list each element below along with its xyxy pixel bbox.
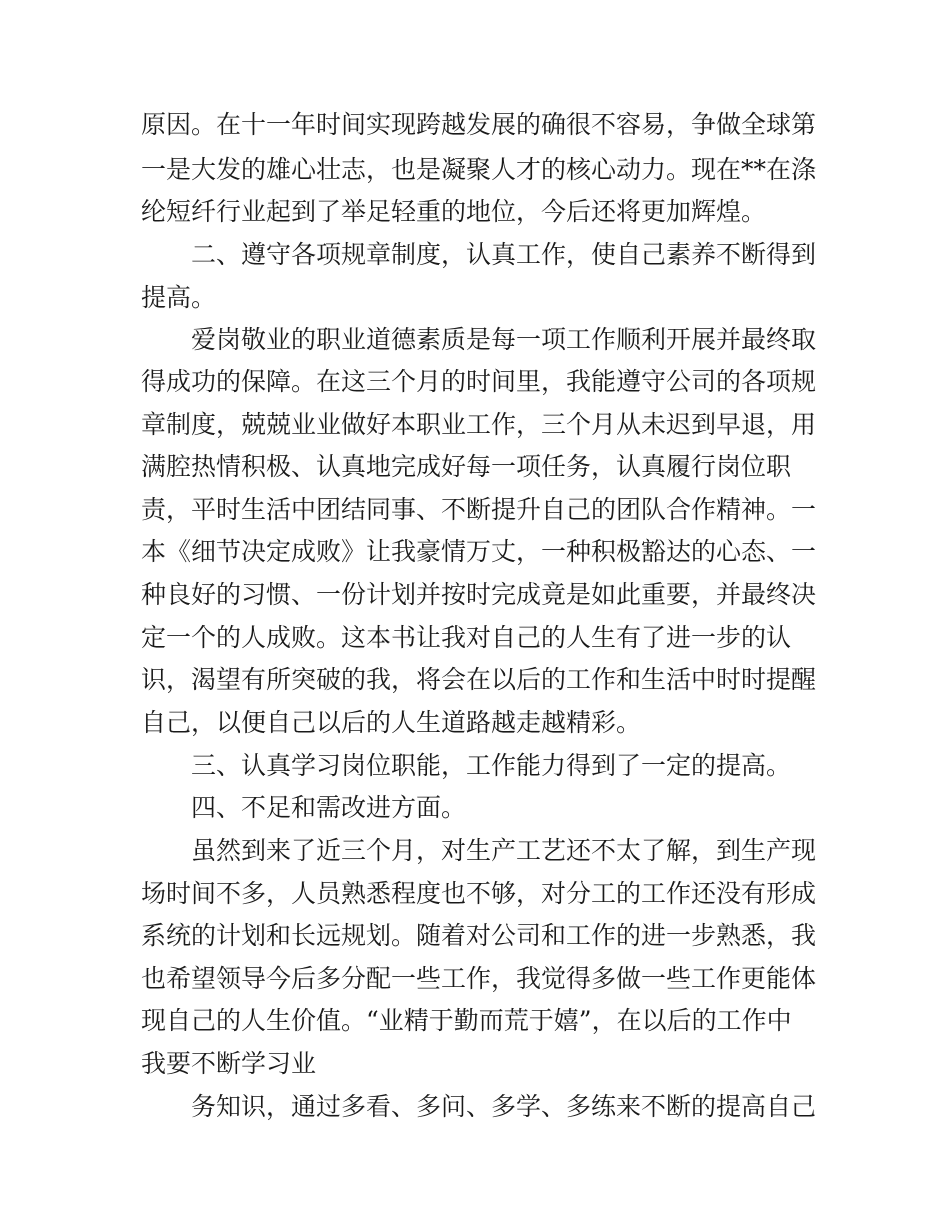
text-line: 种良好的习惯、一份计划并按时完成竟是如此重要，并最终决 bbox=[141, 580, 817, 609]
text-line: 识，渴望有所突破的我，将会在以后的工作和生活中时时提醒 bbox=[141, 665, 817, 694]
text-line: 虽然到来了近三个月，对生产工艺还不太了解，到生产现 bbox=[191, 836, 817, 865]
text-line: 我要不断学习业 bbox=[141, 1049, 317, 1078]
text-line: 场时间不多，人员熟悉程度也不够，对分工的工作还没有形成 bbox=[141, 879, 817, 908]
text-line: 爱岗敬业的职业道德素质是每一项工作顺利开展并最终取 bbox=[191, 325, 817, 354]
text-line: 系统的计划和长远规划。随着对公司和工作的进一步熟悉，我 bbox=[141, 921, 817, 950]
text-line: 自己，以便自己以后的人生道路越走越精彩。 bbox=[141, 708, 642, 737]
text-line: 纶短纤行业起到了举足轻重的地位，今后还将更加辉煌。 bbox=[141, 197, 767, 226]
text-line: 原因。在十一年时间实现跨越发展的确很不容易，争做全球第 bbox=[141, 110, 817, 139]
text-line: 章制度，兢兢业业做好本职业工作，三个月从未迟到早退，用 bbox=[141, 410, 817, 439]
section-heading: 四、不足和需改进方面。 bbox=[191, 793, 467, 822]
text-line: 责，平时生活中团结同事、不断提升自己的团队合作精神。一 bbox=[141, 495, 817, 524]
text-line: 满腔热情积极、认真地完成好每一项任务，认真履行岗位职 bbox=[141, 452, 792, 481]
section-heading: 三、认真学习岗位职能，工作能力得到了一定的提高。 bbox=[191, 751, 792, 780]
text-line: 一是大发的雄心壮志，也是凝聚人才的核心动力。现在**在涤 bbox=[141, 155, 817, 184]
section-heading: 二、遵守各项规章制度，认真工作，使自己素养不断得到 bbox=[191, 240, 817, 269]
text-line: 得成功的保障。在这三个月的时间里，我能遵守公司的各项规 bbox=[141, 367, 817, 396]
text-line: 也希望领导今后多分配一些工作，我觉得多做一些工作更能体 bbox=[141, 964, 817, 993]
text-line: 务知识，通过多看、多问、多学、多练来不断的提高自己 bbox=[191, 1092, 817, 1121]
text-line: 提高。 bbox=[141, 283, 217, 312]
text-line: 本《细节决定成败》让我豪情万丈，一种积极豁达的心态、一 bbox=[141, 537, 817, 566]
text-line: 定一个的人成败。这本书让我对自己的人生有了进一步的认 bbox=[141, 623, 792, 652]
text-line: 现自己的人生价值。“业精于勤而荒于嬉”，在以后的工作中 bbox=[141, 1006, 792, 1035]
